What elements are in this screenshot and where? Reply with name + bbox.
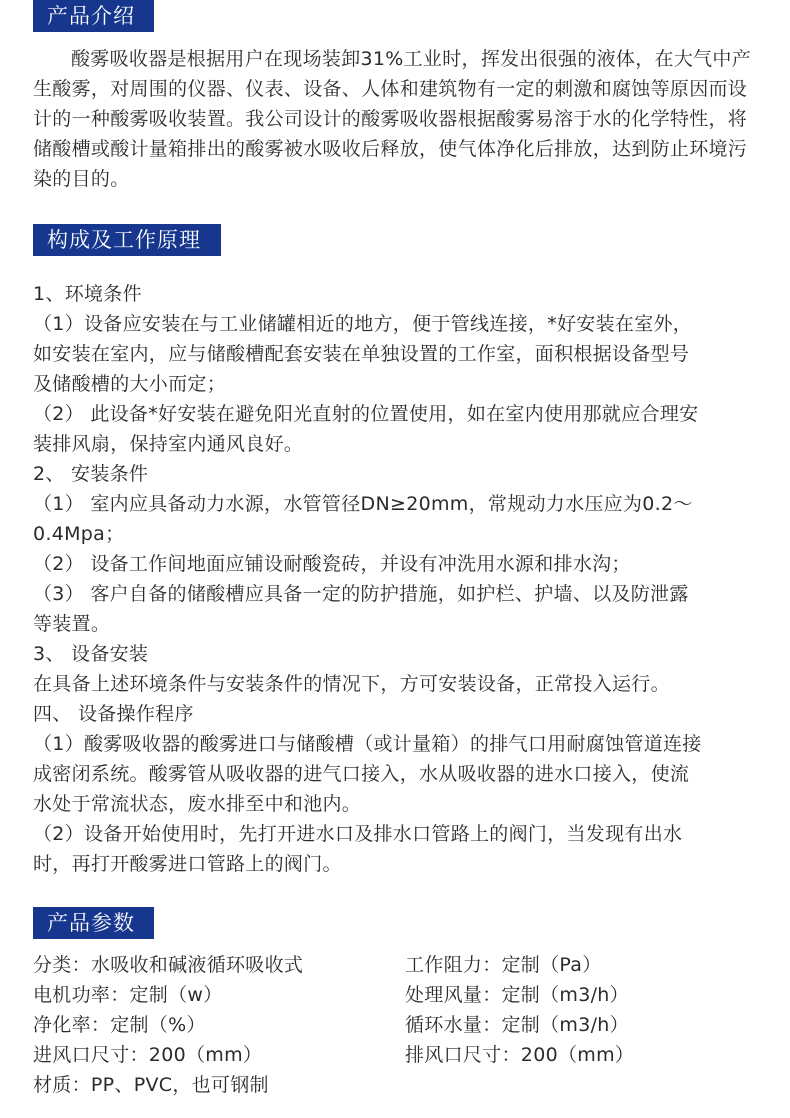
param-item: 净化率：定制（%） xyxy=(33,1014,206,1036)
principle-line: （2） 设备工作间地面应铺设耐酸瓷砖，并设有冲洗用水源和排水沟； xyxy=(33,553,631,575)
principle-line: 装排风扇，保持室内通风良好。 xyxy=(33,433,304,455)
principle-line: 1、环境条件 xyxy=(33,283,142,305)
principle-line: 时，再打开酸雾进口管路上的阀门。 xyxy=(33,853,342,875)
principle-line: 四、 设备操作程序 xyxy=(33,703,194,725)
principle-line: 0.4Mpa； xyxy=(33,523,125,545)
principle-line: （3） 客户自备的储酸槽应具备一定的防护措施，如护栏、护墙、以及防泄露 xyxy=(33,583,689,605)
param-item: 处理风量：定制（m3/h） xyxy=(405,984,629,1006)
principle-line: 成密闭系统。酸雾管从吸收器的进气口接入，水从吸收器的进水口接入，使流 xyxy=(33,763,690,785)
principle-line: （1） 室内应具备动力水源，水管管径DN≥20mm，常规动力水压应为0.2～ xyxy=(33,493,693,515)
param-item: 分类：水吸收和碱液循环吸收式 xyxy=(33,954,304,976)
intro-paragraph: 酸雾吸收器是根据用户在现场装卸31%工业时，挥发出很强的液体，在大气中产生酸雾，对周围的仪器、仪表、设备、人体和建筑物有一定的刺激和腐蚀等原因而设计的一种酸雾吸收装置。我公司设计的酸雾吸收器根据酸雾易溶于水的化学特性，将储酸槽或酸计量箱排出的酸雾被水吸收后释放，使气体净化后排放，达到防止环境污染的目的。 xyxy=(33,48,752,190)
param-item: 循环水量：定制（m3/h） xyxy=(405,1014,629,1036)
param-item: 排风口尺寸：200（mm） xyxy=(405,1044,635,1066)
section-title-intro: 产品介绍 xyxy=(33,0,154,32)
principle-line: 及储酸槽的大小而定； xyxy=(33,373,227,395)
principle-line: 等装置。 xyxy=(33,613,111,635)
section-title-principle: 构成及工作原理 xyxy=(33,224,221,256)
param-item: 进风口尺寸：200（mm） xyxy=(33,1044,263,1066)
param-item: 电机功率：定制（w） xyxy=(33,984,223,1006)
section-title-params: 产品参数 xyxy=(33,907,154,939)
principle-line: 如安装在室内，应与储酸槽配套安装在单独设置的工作室，面积根据设备型号 xyxy=(33,343,690,365)
param-item: 工作阻力：定制（Pa） xyxy=(405,954,602,976)
principle-line: （1）酸雾吸收器的酸雾进口与储酸槽（或计量箱）的排气口用耐腐蚀管道连接 xyxy=(33,733,702,755)
principle-line: 2、 安装条件 xyxy=(33,463,149,485)
param-item: 材质：PP、PVC，也可钢制 xyxy=(33,1074,269,1096)
principle-line: （2）设备开始使用时，先打开进水口及排水口管路上的阀门，当发现有出水 xyxy=(33,823,683,845)
principle-line: 在具备上述环境条件与安装条件的情况下，方可安装设备，正常投入运行。 xyxy=(33,673,670,695)
principle-line: （1）设备应安装在与工业储罐相近的地方，便于管线连接，*好安装在室外， xyxy=(33,313,693,335)
principle-line: 3、 设备安装 xyxy=(33,643,149,665)
principle-line: 水处于常流状态，废水排至中和池内。 xyxy=(33,793,362,815)
principle-line: （2） 此设备*好安装在避免阳光直射的位置使用，如在室内使用那就应合理安 xyxy=(33,403,699,425)
